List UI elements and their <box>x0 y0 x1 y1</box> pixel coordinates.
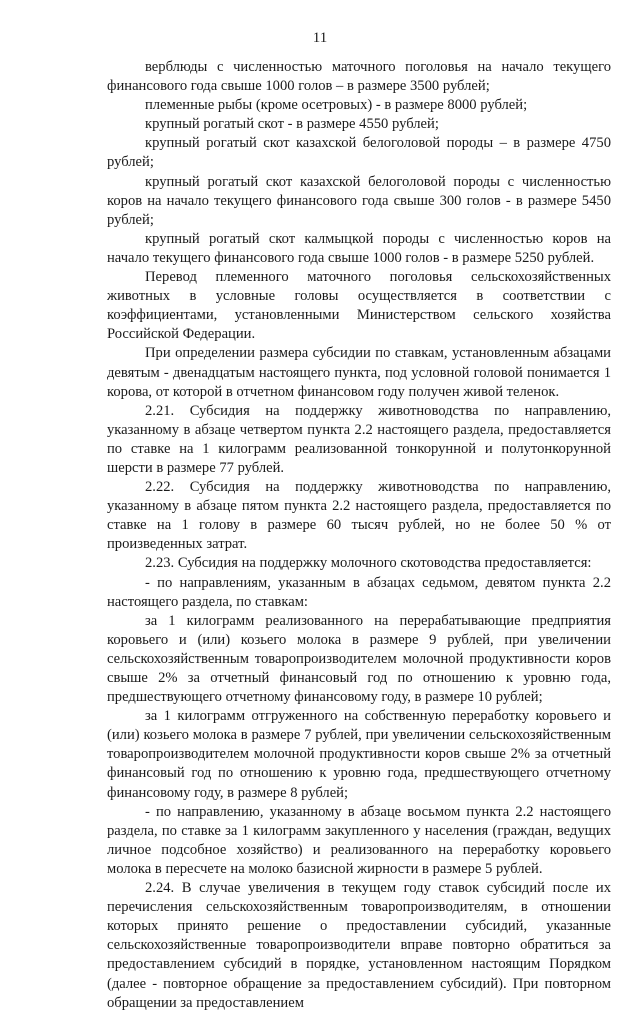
paragraph-2-23: 2.23. Субсидия на поддержку молочного скотоводства предоставляется: <box>145 555 592 572</box>
document-body <box>107 58 611 1013</box>
page-number: 11 <box>312 30 328 46</box>
paragraph-directions-7-9: - по направлениям, указанным в абзацах седьмом, девятом пункта 2.2 настоящего раздела, по ставкам: <box>107 574 611 610</box>
paragraph-rate-own-processing: за 1 килограмм отгруженного на собственную переработку коровьего и (или) козьего молока в размере 7 рублей, при увеличении сельскохозяйственным товаропроизводителем молочной продуктивности коров свыше 2% за отчетный финансовый год по отношению к уровню года, предшествующего отчетному финансовому году, в размере 8 рублей; <box>107 708 611 801</box>
paragraph-kalmyk-cattle: крупный рогатый скот калмыцкой породы с численностью коров на начало текущего финансового года свыше 1000 голов - в размере 5250 рублей. <box>107 230 611 266</box>
paragraph-2-24: 2.24. В случае увеличения в текущем году ставок субсидий после их перечисления сельскохозяйственным товаропроизводителям, в отношении которых принято решение о предоставлении субсидий, указанные сельскохозяйственные товаропроизводители вправе повторно обратиться за предоставлением субсидий в порядке, установленном настоящим Порядком (далее - повторное обращение за предоставлением субсидий). При повторном обращении за предоставлением <box>107 880 611 1011</box>
paragraph-kazakh-whitehead-300: крупный рогатый скот казахской белоголовой породы с численностью коров на начало текущего финансового года свыше 300 голов - в размере 5450 рублей; <box>107 173 611 228</box>
paragraph-2-22: 2.22. Субсидия на поддержку животноводства по направлению, указанному в абзаце пятом пункта 2.2 настоящего раздела, предоставляется по ставке на 1 голову в размере 60 тысяч рублей, но не более 50 % от произведенных затрат. <box>107 479 611 553</box>
paragraph-2-21: 2.21. Субсидия на поддержку животноводства по направлению, указанному в абзаце четвертом пункта 2.2 настоящего раздела, предоставляется по ставке на 1 килограмм реализованной тонкорунной и полутонкорунной шерсти в размере 77 рублей. <box>107 402 611 476</box>
paragraph-conditional-head: При определении размера субсидии по ставкам, установленным абзацами девятым - двенадцатым настоящего пункта, под условной головой понимается 1 корова, от которой в отчетном финансовом году получен живой теленок. <box>107 345 611 400</box>
paragraph-cattle: крупный рогатый скот - в размере 4550 рублей; <box>145 116 439 133</box>
paragraph-kazakh-whitehead-cattle: крупный рогатый скот казахской белоголовой породы – в размере 4750 рублей; <box>107 135 611 171</box>
paragraph-conversion: Перевод племенного маточного поголовья сельскохозяйственных животных в условные головы осуществляется в соответствии с коэффициентами, установленными Министерством сельского хозяйства Российской Федерации. <box>107 269 611 343</box>
paragraph-breeding-fish: племенные рыбы (кроме осетровых) - в размере 8000 рублей; <box>145 97 528 114</box>
paragraph-rate-processing: за 1 килограмм реализованного на перерабатывающие предприятия коровьего и (или) козьего молока в размере 9 рублей, при увеличении сельскохозяйственным товаропроизводителем молочной продуктивности коров свыше 2% за отчетный финансовый год по отношению к уровню года, предшествующего отчетному финансовому году, в размере 10 рублей; <box>107 612 611 706</box>
paragraph-direction-8: - по направлению, указанному в абзаце восьмом пункта 2.2 настоящего раздела, по ставке за 1 килограмм закупленного у населения (граждан, ведущих личное подсобное хозяйство) и реализованного на переработку коровьего молока в пересчете на молоко базисной жирности в размере 5 рублей. <box>107 803 611 877</box>
paragraph-camels: верблюды с численностью маточного поголовья на начало текущего финансового года свыше 1000 голов – в размере 3500 рублей; <box>107 59 611 95</box>
